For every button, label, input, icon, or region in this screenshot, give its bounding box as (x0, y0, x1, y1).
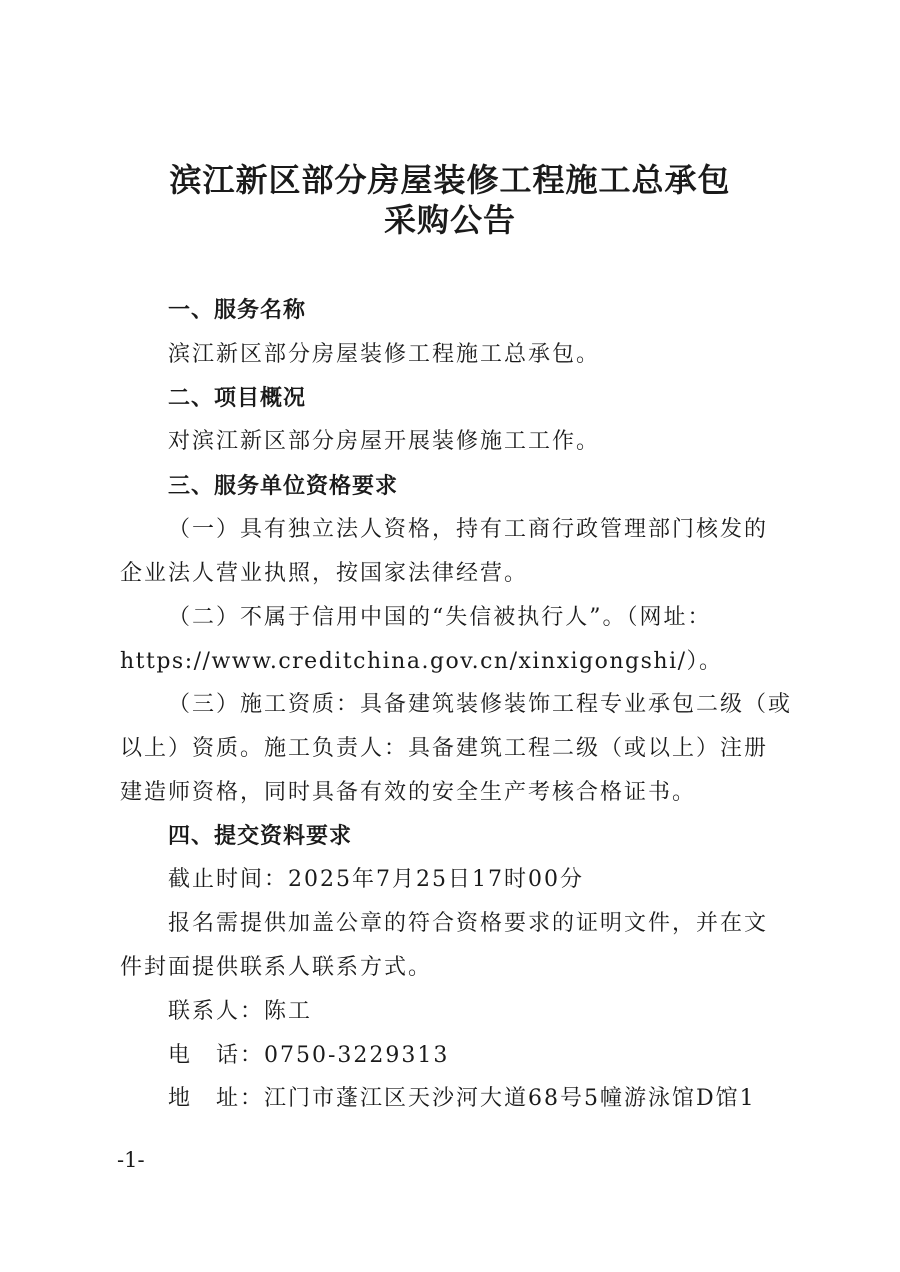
section-heading-submission: 四、提交资料要求 (168, 823, 353, 849)
paragraph-qualification-3-line3: 建造师资格，同时具备有效的安全生产考核合格证书。 (120, 780, 697, 805)
document-title-line2: 采购公告 (383, 201, 516, 239)
section-heading-service-name: 一、服务名称 (168, 297, 307, 323)
paragraph-qualification-1-line2: 企业法人营业执照，按国家法律经营。 (120, 561, 529, 586)
paragraph-qualification-3-line1: （三）施工资质：具备建筑装修装饰工程专业承包二级（或 (168, 692, 793, 717)
contact-address: 地 址：江门市蓬江区天沙河大道68号5幢游泳馆D馆1 (168, 1086, 756, 1111)
contact-phone: 电 话：0750-3229313 (168, 1043, 450, 1068)
section-heading-qualifications: 三、服务单位资格要求 (168, 473, 399, 499)
paragraph-overview: 对滨江新区部分房屋开展装修施工工作。 (168, 429, 601, 454)
paragraph-submission-line2: 件封面提供联系人联系方式。 (120, 955, 433, 980)
paragraph-qualification-2-line1: （二）不属于信用中国的“失信被执行人”。（网址： (168, 605, 712, 630)
paragraph-qualification-3-line2: 以上）资质。施工负责人：具备建筑工程二级（或以上）注册 (120, 736, 769, 761)
deadline-text: 截止时间：2025年7月25日17时00分 (168, 867, 584, 892)
paragraph-service-name: 滨江新区部分房屋装修工程施工总承包。 (168, 342, 601, 367)
paragraph-submission-line1: 报名需提供加盖公章的符合资格要求的证明文件，并在文 (168, 911, 769, 936)
contact-person: 联系人：陈工 (168, 999, 313, 1024)
paragraph-qualification-2-url: https://www.creditchina.gov.cn/xinxigongshi/）。 (120, 649, 723, 674)
paragraph-qualification-1-line1: （一）具有独立法人资格，持有工商行政管理部门核发的 (168, 517, 769, 542)
section-heading-overview: 二、项目概况 (168, 385, 307, 411)
document-title-line1: 滨江新区部分房屋装修工程施工总承包 (169, 161, 731, 199)
page-number: -1- (117, 1148, 145, 1172)
